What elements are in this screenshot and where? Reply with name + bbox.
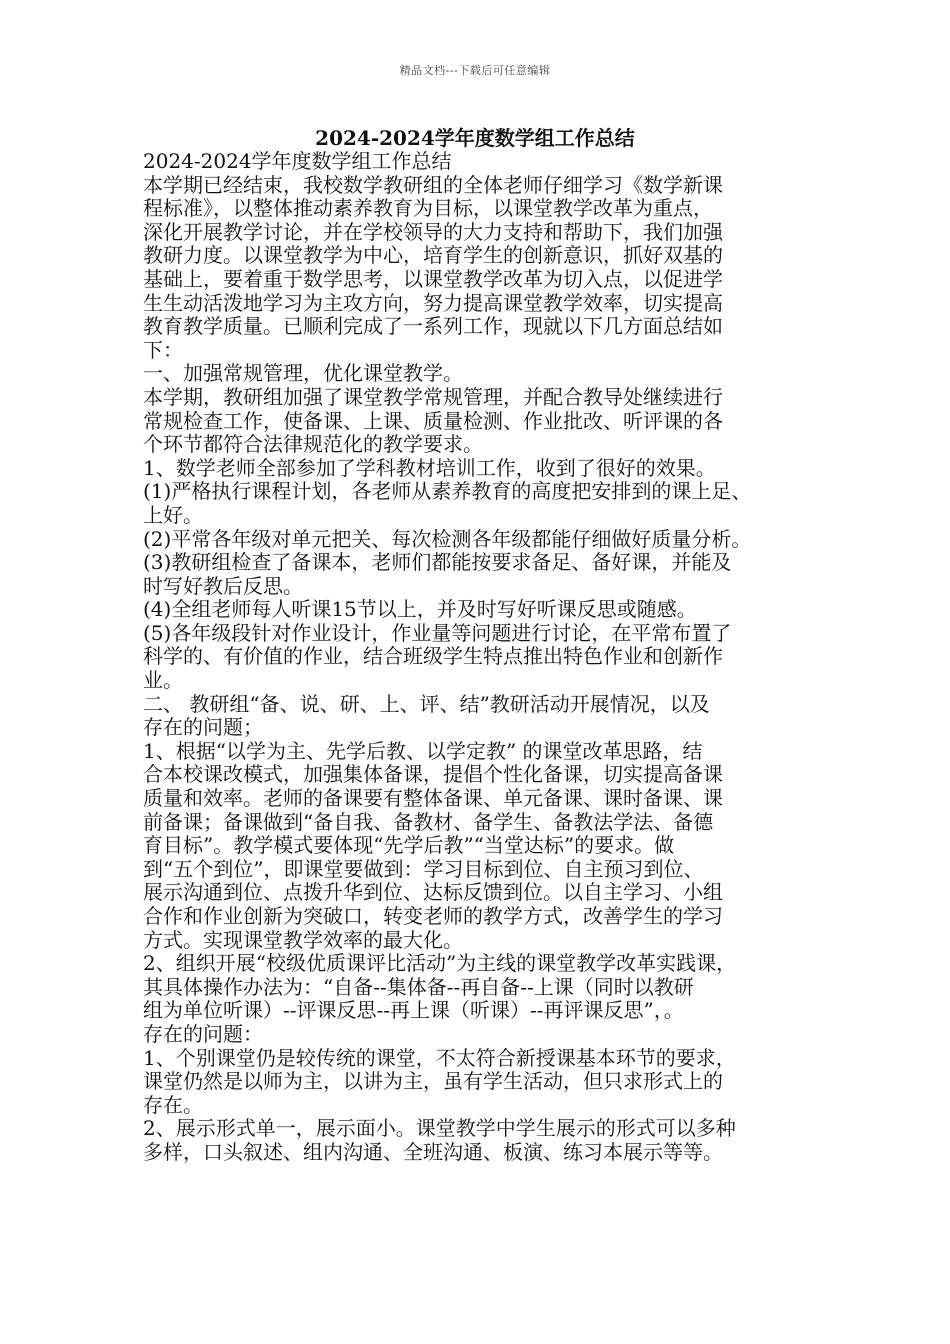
text-line: 存在。: [143, 1092, 203, 1117]
text-line: 2、组织开展“校级优质课评比活动”为主线的课堂教学改革实践课，: [143, 951, 737, 976]
text-line: 上好。: [143, 502, 203, 527]
text-line: 本学期，教研组加强了课堂教学常规管理，并配合教导处继续进行: [143, 384, 723, 409]
document-title: 2024-2024学年度数学组工作总结: [315, 126, 635, 150]
text-line: 质量和效率。老师的备课要有整体备课、单元备课、课时备课、课: [143, 786, 723, 811]
text-line: 合本校课改模式，加强集体备课，提倡个性化备课，切实提高备课: [143, 762, 723, 787]
text-line: (5)各年级段针对作业设计，作业量等问题进行讨论，在平常布置了: [143, 620, 732, 645]
text-line: 1、根据“以学为主、先学后教、以学定教” 的课堂改革思路，结: [143, 738, 703, 763]
text-line: 存在的问题：: [143, 1021, 263, 1046]
text-line: 程标准》，以整体推动素养教育为目标，以课堂教学改革为重点，: [143, 196, 713, 221]
text-line: 基础上，要着重于数学思考，以课堂教学改革为切入点，以促进学: [143, 266, 723, 291]
text-line: 组为单位听课）--评课反思--再上课（听课）--再评课反思”，。: [143, 998, 684, 1023]
text-line: 生生动活泼地学习为主攻方向，努力提高课堂教学效率，切实提高: [143, 290, 723, 315]
text-line: 育目标”。教学模式要体现“先学后教”“当堂达标”的要求。做: [143, 833, 675, 858]
text-line: 教育教学质量。已顺利完成了一系列工作，现就以下几方面总结如: [143, 314, 723, 339]
text-line: 业。: [143, 668, 183, 693]
text-line: (2)平常各年级对单元把关、每次检测各年级都能仔细做好质量分析。: [143, 526, 752, 551]
text-line: 合作和作业创新为突破口，转变老师的教学方式，改善学生的学习: [143, 904, 723, 928]
header-note: 精品文档---下载后可任意编辑: [399, 64, 551, 77]
text-line: 存在的问题；: [143, 715, 263, 740]
text-line: 到“五个到位”，即课堂要做到：学习目标到位、自主预习到位、: [143, 856, 704, 881]
text-line: 本学期已经结束，我校数学教研组的全体老师仔细学习《数学新课: [143, 172, 723, 197]
text-line: 方式。实现课堂教学效率的最大化。: [143, 927, 463, 952]
text-line: 个环节都符合法律规范化的教学要求。: [143, 432, 483, 457]
text-line: 1、个别课堂仍是较传统的课堂，不太符合新授课基本环节的要求，: [143, 1045, 736, 1070]
text-line: 2、展示形式单一，展示面小。课堂教学中学生展示的形式可以多种: [143, 1116, 736, 1141]
text-line: 常规检查工作，使备课、上课、质量检测、作业批改、听评课的各: [143, 408, 723, 433]
text-line: 1、数学老师全部参加了学科教材培训工作，收到了很好的效果。: [143, 455, 716, 480]
text-line: 其具体操作办法为：“自备--集体备--再自备--上课（同时以教研: [143, 974, 694, 999]
text-line: (3)教研组检查了备课本，老师们都能按要求备足、备好课，并能及: [143, 550, 732, 575]
text-line: 一、加强常规管理，优化课堂教学。: [143, 361, 463, 386]
document-body: [143, 150, 815, 1165]
text-line: 深化开展教学讨论，并在学校领导的大力支持和帮助下，我们加强: [143, 219, 723, 244]
text-line: 二、 教研组“备、说、研、上、评、结”教研活动开展情况，以及: [143, 691, 710, 716]
text-line: (1)严格执行课程计划，各老师从素养教育的高度把安排到的课上足、: [143, 479, 752, 504]
text-line: 教研力度。以课堂教学为中心，培育学生的创新意识，抓好双基的: [143, 243, 723, 268]
text-line: 多样，口头叙述、组内沟通、全班沟通、板演、练习本展示等等。: [143, 1139, 723, 1164]
text-line: 课堂仍然是以师为主，以讲为主，虽有学生活动，但只求形式上的: [143, 1069, 723, 1094]
text-line: 展示沟通到位、点拨升华到位、达标反馈到位。以自主学习、小组: [143, 880, 723, 905]
text-line: 时写好教后反思。: [143, 573, 303, 598]
text-line: 2024-2024学年度数学组工作总结: [143, 149, 452, 173]
text-line: 科学的、有价值的作业，结合班级学生特点推出特色作业和创新作: [143, 644, 723, 669]
text-line: (4)全组老师每人听课15节以上，并及时写好听课反思或随感。: [143, 597, 697, 622]
text-line: 下：: [143, 337, 183, 362]
text-line: 前备课；备课做到“备自我、备教材、备学生、备教法学法、备德: [143, 809, 714, 834]
